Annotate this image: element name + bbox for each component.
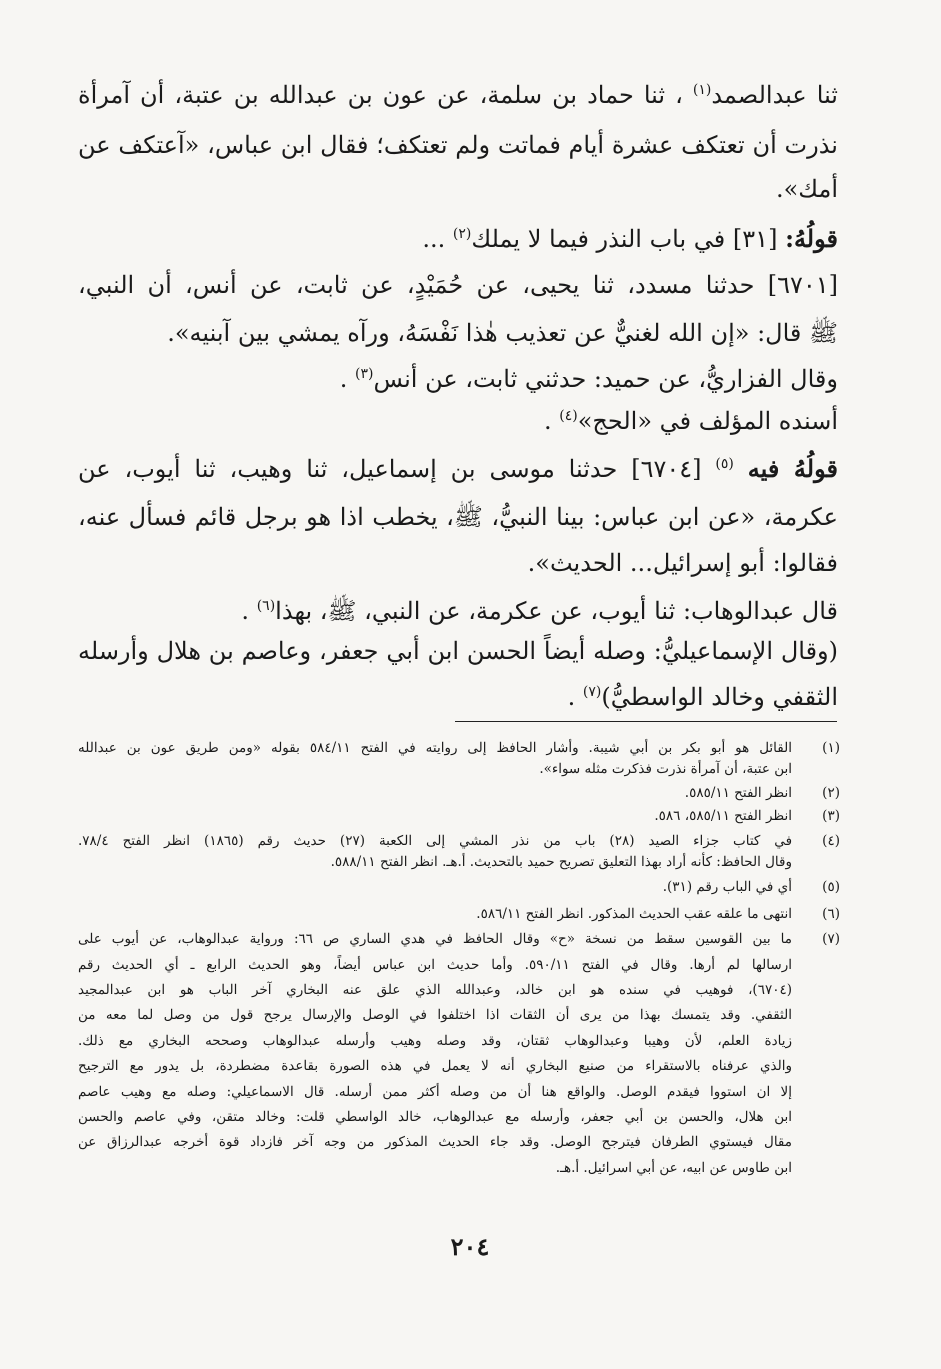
footnote-number: (٦) — [822, 906, 840, 922]
footnote-marker: (٤) — [559, 408, 578, 424]
text-line: أمك». — [775, 175, 838, 203]
line-text: . — [567, 683, 576, 711]
footnote-line — [78, 877, 840, 898]
text-line: (وقال الإسماعيليُّ: وصله أيضاً الحسن ابن أبي جعفر، وعاصم بن هلال وأرسله — [78, 637, 838, 665]
footnote-text: الثقفي. وقد يتمسك بهذا من يرى أن الثقات اذا اختلفوا في الوصل والإرسال يرجح قول من وصل لما معه من — [78, 1007, 792, 1023]
footnote-line — [78, 1107, 840, 1128]
footnote-number: (٥) — [822, 879, 840, 895]
footnote-marker: (٦) — [256, 598, 276, 614]
footnote-number: (٢) — [822, 785, 840, 801]
footnote-separator — [455, 721, 837, 722]
footnote-text: ابن هلال، والحسن بن أبي جعفر، وأرسله مع عبدالوهاب، خالد الواسطي قلت: وخالد متقن، وفي عاصم والحسن — [78, 1109, 792, 1125]
heading-keyword: قولُهُ فيه — [747, 454, 838, 483]
footnote-text: زيادة العلم، لأن وهيبا وعبدالوهاب ثقتان، وقد وصله وهيب وأرسله عبدالوهاب وصححه البخاري مع ذلك. — [78, 1033, 792, 1049]
footnote-line — [78, 1158, 840, 1179]
text-line — [78, 222, 838, 256]
footnote-text: انظر الفتح ٥٨٥/١١. — [684, 785, 792, 801]
line-text: ... — [422, 225, 446, 253]
line-text: ثنا عبدالصمد — [711, 81, 838, 109]
footnote-line — [78, 831, 840, 852]
footnote-line — [78, 783, 840, 804]
text-line: عكرمة، «عن ابن عباس: بينا النبيُّ، ﷺ، يخطب اذا هو برجل قائم فسأل عنه، — [78, 503, 838, 531]
line-text: [٣١] في باب النذر فيما لا يملك — [471, 225, 778, 253]
footnote-number: (١) — [822, 740, 840, 756]
footnote-text: والذي عرفناه بالاستقراء من صنيع البخاري أنه لا يعمل في هذه الصورة بقاعدة مضطردة، بل يدور مع الترجيح — [78, 1058, 792, 1074]
footnote-text: انظر الفتح ٥٨٥/١١، ٥٨٦. — [654, 808, 792, 824]
line-text: أسنده المؤلف في «الحج» — [577, 407, 838, 435]
text-line — [78, 78, 838, 112]
footnote-line — [78, 759, 840, 780]
text-line — [78, 362, 838, 396]
footnote-text: إلا ان استووا فيقدم الوصل. والواقع هنا أن من وصله أكثر ممن أرسله. قال الاسماعيلي: وصله مع وهيب عاصم — [78, 1084, 792, 1100]
line-text: الثقفي وخالد الواسطيُّ) — [601, 683, 838, 711]
footnote-text: (٦٧٠٤)، فوهيب في سنده هو ابن خالد، وعبدالله الذي علق عنه البخاري آخر الباب هو ابن عبدالمجيد — [78, 982, 792, 998]
footnote-number: (٧) — [822, 931, 840, 947]
footnote-text: ابن طاوس عن ابيه، عن أبي اسرائيل. أ.هـ. — [555, 1160, 792, 1176]
text-line: فقالوا: أبو إسرائيل... الحديث». — [527, 549, 838, 577]
line-text: وقال الفزاريُّ، عن حميد: حدثني ثابت، عن أنس — [373, 365, 838, 393]
line-text: [٦٧٠٤] حدثنا موسى بن إسماعيل، ثنا وهيب، ثنا أيوب، عن — [78, 455, 702, 483]
footnote-text: انتهى ما علقه عقب الحديث المذكور. انظر الفتح ٥٨٦/١١. — [476, 906, 792, 922]
footnote-line — [78, 929, 840, 950]
footnote-text: القائل هو أبو بكر بن أبي شيبة. وأشار الحافظ إلى روايته في الفتح ٥٨٤/١١ بقوله «ومن طريق عون بن عبدالله — [78, 740, 792, 756]
footnote-marker: (٢) — [452, 226, 472, 242]
footnote-line — [78, 1056, 840, 1077]
text-line: [٦٧٠١] حدثنا مسدد، ثنا يحيى، عن حُمَيْدٍ، عن ثابت، عن أنس، أن النبي، — [78, 271, 838, 299]
footnote-marker: (١) — [692, 82, 712, 98]
footnote-line — [78, 1132, 840, 1153]
footnote-line — [78, 1031, 840, 1052]
text-line: ﷺ قال: «إن الله لغنيٌّ عن تعذيب هٰذا نَفْسَهُ، ورآه يمشي بين آبنيه». — [167, 319, 838, 347]
footnote-number: (٤) — [822, 833, 840, 849]
footnote-line — [78, 1005, 840, 1026]
footnote-marker: (٥) — [715, 456, 734, 472]
line-text: . — [339, 365, 348, 393]
text-line: نذرت أن تعتكف عشرة أيام فماتت ولم تعتكف؛ فقال ابن عباس، «آعتكف عن — [78, 131, 838, 159]
footnote-line — [78, 1082, 840, 1103]
footnote-line — [78, 806, 840, 827]
text-line — [78, 452, 838, 486]
line-text: ، ثنا حماد بن سلمة، عن عون بن عبدالله بن عتبة، أن آمرأة — [78, 81, 683, 109]
footnote-line — [78, 955, 840, 976]
page-number: ٢٠٤ — [450, 1232, 490, 1261]
text-line — [78, 680, 838, 714]
footnote-line — [78, 852, 840, 873]
footnote-text: في كتاب جزاء الصيد (٢٨) باب من نذر المشي إلى الكعبة (٢٧) حديث رقم (١٨٦٥) انظر الفتح ٧٨/٤. — [78, 833, 792, 849]
footnote-line — [78, 738, 840, 759]
footnote-line — [78, 980, 840, 1001]
heading-keyword: قولُهُ: — [785, 224, 838, 253]
line-text: . — [543, 407, 552, 435]
footnote-marker: (٣) — [355, 366, 374, 382]
footnote-text: ما بين القوسين سقط من نسخة «ح» وقال الحافظ في هدي الساري ص ٦٦: ورواية عبدالوهاب، عن أيوب على — [78, 931, 792, 947]
line-text: قال عبدالوهاب: ثنا أيوب، عن عكرمة، عن النبي، ﷺ، بهذا — [275, 597, 838, 625]
footnote-text: ارسالها لم أرها. وقال في الفتح ٥٩٠/١١. وأما حديث ابن عباس أيضاً، وهو الحديث الرابع ـ أي الحديث رقم — [78, 957, 792, 973]
footnote-text: وقال الحافظ: كأنه أراد بهذا التعليق تصريح حميد بالتحديث. أ.هـ. انظر الفتح ٥٨٨/١١. — [330, 854, 792, 870]
footnote-marker: (٧) — [582, 684, 602, 700]
footnote-line — [78, 904, 840, 925]
footnote-text: مقال فيستوي الطرفان فيترجح الوصل. وقد جاء الحديث المذكور من وجه آخر فازداد قوة أخرجه عبدالرزاق عن — [78, 1134, 792, 1150]
text-line — [78, 594, 838, 628]
footnote-number: (٣) — [822, 808, 840, 824]
footnote-text: ابن عتبة، أن آمرأة نذرت فذكرت مثله سواء». — [539, 761, 792, 777]
line-text: . — [241, 597, 250, 625]
footnote-text: أي في الباب رقم (٣١). — [662, 879, 792, 895]
text-line — [78, 404, 838, 438]
